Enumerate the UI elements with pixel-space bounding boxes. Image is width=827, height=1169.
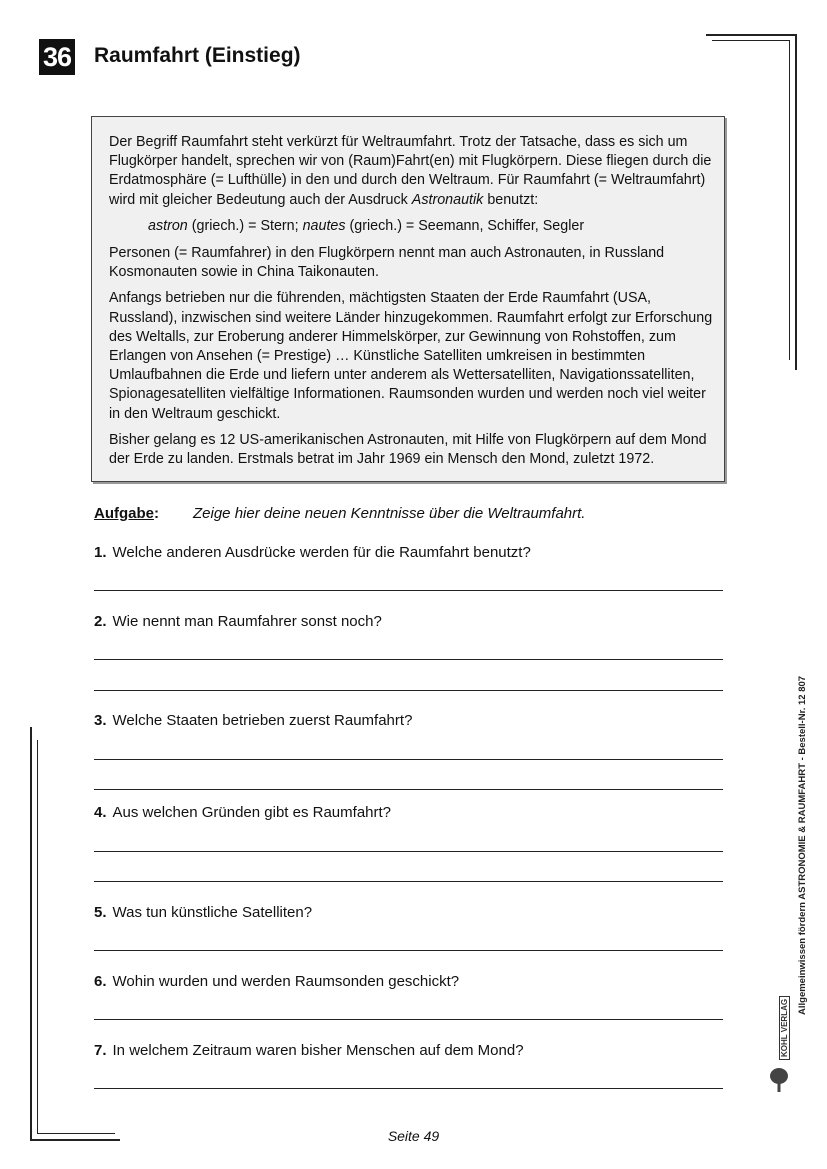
info-paragraph-4: Bisher gelang es 12 US-amerikanischen Astronauten, mit Hilfe von Flugkörpern auf dem Mond der Erde zu landen. Erstmals betrat im Jahr 1969 ein Mensch den Mond, zuletzt 1972. — [109, 431, 707, 468]
frame-line-right — [795, 34, 797, 370]
info-box — [91, 116, 725, 482]
frame-line-top-inner — [712, 40, 790, 41]
publisher-logo: KOHL VERLAG — [779, 996, 790, 1060]
answer-line[interactable] — [94, 759, 723, 760]
question-4: 4. Aus welchen Gründen gibt es Raumfahrt? — [94, 804, 392, 821]
question-6: 6. Wohin wurden und werden Raumsonden geschickt? — [94, 973, 460, 990]
task-text: Zeige hier deine neuen Kenntnisse über die Weltraumfahrt. — [193, 505, 586, 522]
question-2: 2. Wie nennt man Raumfahrer sonst noch? — [94, 613, 382, 630]
answer-line[interactable] — [94, 1019, 723, 1020]
task-instruction: Aufgabe: Zeige hier deine neuen Kenntnisse über die Weltraumfahrt. — [94, 505, 586, 522]
answer-line[interactable] — [94, 1088, 723, 1089]
page-title: Raumfahrt (Einstieg) — [94, 44, 301, 67]
frame-line-top — [706, 34, 796, 36]
question-5: 5. Was tun künstliche Satelliten? — [94, 904, 313, 921]
answer-line[interactable] — [94, 590, 723, 591]
answer-line[interactable] — [94, 690, 723, 691]
question-7: 7. In welchem Zeitraum waren bisher Menschen auf dem Mond? — [94, 1042, 524, 1059]
frame-line-left-inner — [37, 740, 38, 1134]
frame-line-right-inner — [789, 40, 790, 360]
answer-line[interactable] — [94, 659, 723, 660]
answer-line[interactable] — [94, 851, 723, 852]
answer-line[interactable] — [94, 881, 723, 882]
frame-line-left — [30, 727, 32, 1141]
question-1: 1. Welche anderen Ausdrücke werden für die Raumfahrt benutzt? — [94, 544, 531, 561]
info-term: Astronautik — [411, 191, 484, 208]
answer-line[interactable] — [94, 789, 723, 790]
worksheet-number: 36 — [39, 39, 75, 75]
etymology-line: astron (griech.) = Stern; nautes (griech.) = Seemann, Schiffer, Segler — [148, 217, 585, 234]
info-paragraph-2: Personen (= Raumfahrer) in den Flugkörpern nennt man auch Astronauten, in Russland Kosmonauten sowie in China Taikonauten. — [109, 245, 665, 281]
info-paragraph-3: Anfangs betrieben nur die führenden, mächtigsten Staaten der Erde Raumfahrt (USA, Russland), inzwischen sind weitere Länder hinzugekommen. Raumfahrt erfolgt zur Erforschung des Weltalls, zur Eroberung anderer Himmelskörper, zur Gewinnung von Rohstoffen, zum Erlangen von Ansehen (= Prestige) … Künstliche Satelliten umkreisen in bestimmten Umlaufbahnen die Erde und liefern unter anderem als Wettersatelliten, Navigationssatelliten, Spionagesatelliten vielfältige Informationen. Raumsonden wurden und werden noch viel weiter in den Weltraum geschickt. — [109, 290, 713, 422]
question-3: 3. Welche Staaten betrieben zuerst Raumfahrt? — [94, 712, 413, 729]
info-paragraph-1: Der Begriff Raumfahrt steht verkürzt für Weltraumfahrt. Trotz der Tatsache, dass es sich um Flugkörper handelt, sprechen wir von (Raum)Fahrt(en) mit Flugkörpern. Diese fliegen durch die Erdatmosphäre (= Lufthülle) in den und durch den Weltraum. Für Raumfahrt (= Weltraumfahrt) wird mit gleicher Bedeutung auch der Ausdruck Astronautik benutzt: — [109, 134, 712, 208]
answer-line[interactable] — [94, 950, 723, 951]
page-number: Seite 49 — [387, 1128, 440, 1144]
publisher-tree-icon — [768, 1066, 790, 1094]
task-label: Aufgabe — [94, 505, 154, 522]
side-publication-info: Allgemeinwissen fördern ASTRONOMIE & RAUMFAHRT - Bestell-Nr. 12 807 — [797, 675, 808, 1015]
